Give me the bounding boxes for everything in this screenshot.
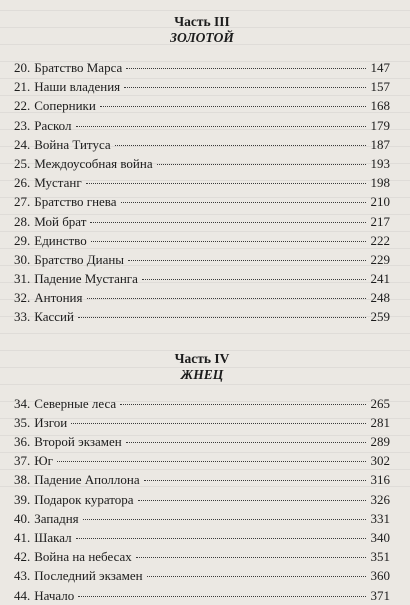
- toc-entry: [14, 547, 390, 566]
- toc-entry-page: 198: [370, 175, 390, 191]
- toc-dot-leader: [126, 67, 366, 69]
- toc-dot-leader: [147, 575, 366, 577]
- toc-entry-title: Юг: [34, 453, 53, 469]
- toc-dot-leader: [76, 537, 366, 539]
- toc-entry-number: 40.: [14, 510, 31, 526]
- toc-dot-leader: [78, 316, 366, 318]
- toc-entry-title: Северные леса: [34, 395, 117, 411]
- toc-dot-leader: [128, 259, 366, 261]
- toc-entry-page: 302: [370, 453, 390, 469]
- toc-dot-leader: [100, 105, 366, 107]
- toc-entry-page: 168: [370, 98, 390, 114]
- toc-entry-page: 179: [370, 117, 390, 133]
- toc-entry-title: Братство гнева: [34, 194, 117, 210]
- toc-entry: [14, 77, 390, 96]
- toc-entry: [14, 470, 390, 489]
- toc-entry-title: Кассий: [34, 309, 74, 325]
- toc-entry-title: Мой брат: [34, 213, 87, 229]
- toc-entry-page: 187: [370, 136, 390, 152]
- toc-entry: [14, 451, 390, 470]
- part-three-section: [14, 14, 390, 327]
- toc-entry: [14, 250, 390, 269]
- toc-entry-page: 351: [370, 549, 390, 565]
- toc-entry: [14, 528, 390, 547]
- toc-entry-title: Единство: [34, 232, 87, 248]
- toc-entry-number: 31.: [14, 271, 31, 287]
- toc-entry-number: 22.: [14, 98, 31, 114]
- toc-entry-title: Соперники: [34, 98, 96, 114]
- toc-entry-number: 29.: [14, 232, 31, 248]
- toc-entry-title: Наши владения: [34, 79, 121, 95]
- toc-entry-page: 147: [370, 60, 390, 75]
- toc-entry-number: 34.: [14, 395, 31, 411]
- toc-entry-page: 289: [370, 434, 390, 449]
- toc-entry-number: 35.: [14, 414, 31, 430]
- toc-dot-leader: [76, 125, 367, 127]
- part-four-section: [14, 351, 390, 605]
- part-three-title: ЗОЛОТОЙ: [170, 30, 234, 45]
- toc-entry-number: 26.: [14, 175, 31, 191]
- toc-entry-page: 241: [370, 271, 390, 287]
- toc-entry-page: 229: [370, 251, 390, 267]
- toc-entry-number: 43.: [14, 568, 31, 584]
- toc-entry-number: 23.: [14, 117, 31, 133]
- toc-entry: [14, 269, 390, 288]
- toc-entry-page: 222: [370, 232, 390, 248]
- part-four-heading: Часть IV: [174, 350, 230, 366]
- toc-entry-page: 217: [370, 213, 390, 229]
- part-four-title: ЖНЕЦ: [180, 366, 224, 382]
- toc-entry-page: 248: [370, 290, 390, 306]
- toc-entry-title: Война на небесах: [34, 549, 132, 565]
- toc-entry-page: 259: [370, 309, 390, 325]
- toc-entry: [14, 490, 390, 509]
- toc-entry: [14, 566, 390, 585]
- toc-dot-leader: [142, 278, 366, 280]
- toc-entry-title: Подарок куратора: [34, 491, 134, 507]
- toc-dot-leader: [78, 595, 366, 597]
- toc-dot-leader: [136, 556, 366, 558]
- toc-entry-title: Шакал: [34, 529, 72, 545]
- toc-entry-page: 157: [370, 79, 390, 95]
- toc-entry-title: Второй экзамен: [34, 434, 122, 449]
- toc-entry-number: 20.: [14, 60, 31, 75]
- toc-entry-title: Западня: [34, 510, 79, 526]
- toc-entry-number: 37.: [14, 453, 31, 469]
- toc-dot-leader: [144, 479, 366, 481]
- toc-entry-number: 33.: [14, 309, 31, 325]
- toc-entry: [14, 432, 390, 451]
- toc-entry-number: 25.: [14, 155, 31, 171]
- toc-entry-number: 36.: [14, 434, 31, 449]
- toc-entry-title: Антония: [34, 290, 83, 306]
- toc-entry-page: 265: [370, 395, 390, 411]
- toc-entry: [14, 231, 390, 250]
- toc-dot-leader: [71, 422, 366, 424]
- toc-entry-number: 21.: [14, 79, 31, 95]
- toc-entry-number: 42.: [14, 549, 31, 565]
- toc-entry-title: Братство Марса: [34, 60, 123, 75]
- toc-entry-number: 39.: [14, 491, 31, 507]
- toc-dot-leader: [115, 144, 366, 146]
- toc-entry: [14, 288, 390, 307]
- toc-entry-number: 41.: [14, 529, 31, 545]
- toc-entry: [14, 212, 390, 231]
- toc-dot-leader: [83, 518, 366, 520]
- toc-dot-leader: [57, 460, 366, 462]
- toc-entry-title: Война Титуса: [34, 136, 111, 152]
- toc-entry: [14, 58, 390, 77]
- toc-dot-leader: [87, 297, 367, 299]
- toc-dot-leader: [124, 86, 366, 88]
- toc-entry-title: Раскол: [34, 117, 72, 133]
- part-four-entries: [14, 394, 390, 605]
- toc-entry-title: Последний экзамен: [34, 568, 143, 584]
- toc-entry: [14, 154, 390, 173]
- toc-entry-page: 193: [370, 155, 390, 171]
- toc-dot-leader: [120, 403, 366, 405]
- toc-entry: [14, 394, 390, 413]
- toc-dot-leader: [91, 240, 366, 242]
- toc-entry-page: 281: [370, 414, 390, 430]
- toc-entry-number: 24.: [14, 136, 31, 152]
- toc-entry: [14, 135, 390, 154]
- toc-entry-page: 316: [370, 472, 390, 488]
- toc-entry: [14, 96, 390, 115]
- toc-entry-title: Начало: [34, 587, 75, 603]
- toc-dot-leader: [126, 441, 366, 443]
- toc-entry-title: Междоусобная война: [34, 155, 153, 171]
- toc-dot-leader: [138, 499, 366, 501]
- toc-entry-number: 44.: [14, 587, 31, 603]
- part-three-entries: [14, 58, 390, 327]
- toc-entry-page: 331: [370, 510, 390, 526]
- toc-entry-page: 371: [370, 587, 390, 603]
- toc-entry-page: 360: [370, 568, 390, 584]
- toc-entry-page: 340: [370, 529, 390, 545]
- toc-dot-leader: [121, 201, 366, 203]
- toc-entry-page: 210: [370, 194, 390, 210]
- toc-entry-number: 28.: [14, 213, 31, 229]
- toc-entry: [14, 116, 390, 135]
- toc-entry-number: 32.: [14, 290, 31, 306]
- toc-entry: [14, 586, 390, 605]
- toc-entry-number: 27.: [14, 194, 31, 210]
- toc-entry: [14, 307, 390, 326]
- toc-dot-leader: [86, 182, 366, 184]
- toc-entry-title: Изгои: [34, 414, 68, 430]
- table-of-contents: [14, 14, 390, 605]
- toc-entry: [14, 192, 390, 211]
- toc-entry-number: 30.: [14, 251, 31, 267]
- toc-entry-title: Падение Мустанга: [34, 271, 138, 287]
- toc-entry-number: 38.: [14, 472, 31, 488]
- toc-dot-leader: [90, 221, 366, 223]
- toc-dot-leader: [157, 163, 366, 165]
- toc-entry-title: Падение Аполлона: [34, 472, 140, 488]
- toc-entry: [14, 173, 390, 192]
- toc-entry: [14, 413, 390, 432]
- toc-entry: [14, 509, 390, 528]
- toc-entry-title: Братство Дианы: [34, 251, 125, 267]
- toc-entry-page: 326: [370, 491, 390, 507]
- toc-entry-title: Мустанг: [34, 175, 82, 191]
- part-three-heading: Часть III: [174, 14, 230, 29]
